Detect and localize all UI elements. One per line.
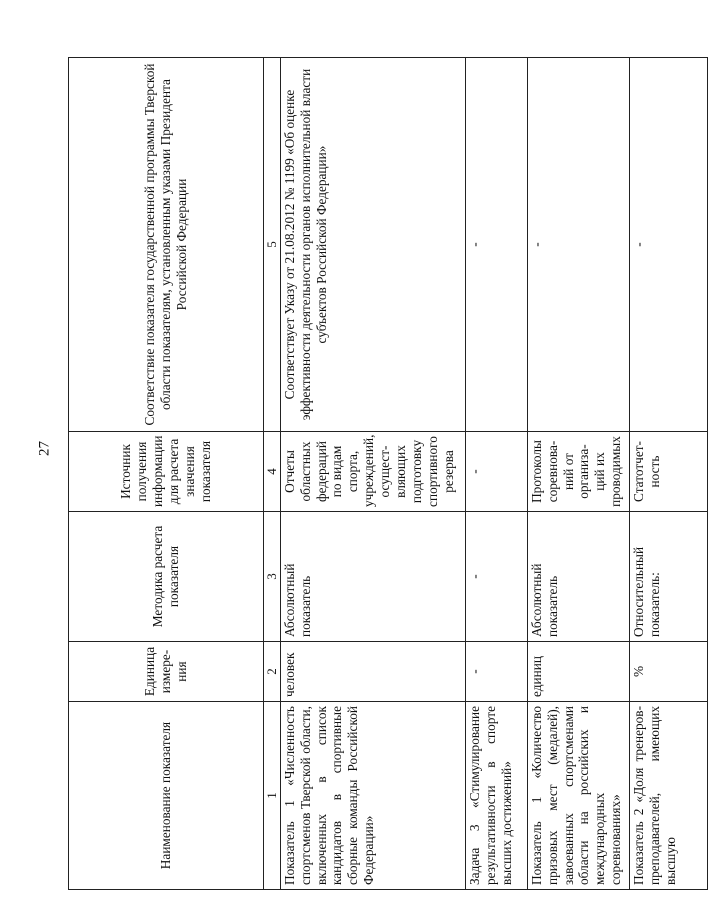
cell-method: Относительный показатель:	[629, 512, 707, 642]
cell-dash: -	[465, 58, 527, 432]
cell-unit: человек	[280, 642, 465, 702]
table-row	[527, 58, 629, 890]
column-number-row	[264, 58, 281, 890]
column-number: 2	[264, 642, 281, 702]
cell-unit: %	[629, 642, 707, 702]
column-number: 5	[264, 58, 281, 432]
header-unit: Единица измере-ния	[69, 642, 264, 702]
cell-source: Статотчет-ность	[629, 432, 707, 512]
header-source: Источник получения информации для расчета значения показателя	[69, 432, 264, 512]
cell-compliance: -	[527, 58, 629, 432]
cell-compliance: Соответствует Указу от 21.08.2012 № 1199 «Об оценке эффективности деятельности органов исполнительной власти субъектов Российской Федерации»	[280, 58, 465, 432]
rotated-page	[68, 20, 678, 890]
table-row-task	[465, 58, 527, 890]
cell-dash: -	[465, 642, 527, 702]
header-compliance: Соответствие показателя государственной программы Тверской области показателям, установленным указами Президента Российской Федерации	[69, 58, 264, 432]
table-row	[280, 58, 465, 890]
header-method: Методика расчета показателя	[69, 512, 264, 642]
cell-source: Отчеты областных федераций по видам спорта, учреждений, осущест-вляющих подготовку спортивного резерва	[280, 432, 465, 512]
cell-task-name: Задача 3 «Стимулирование результативности в спорте высших достижений»	[465, 702, 527, 890]
cell-unit: единиц	[527, 642, 629, 702]
cell-indicator-name: Показатель 1 «Количество призовых мест (медалей), завоеванных спортсменами области на российских и международных соревнованиях»	[527, 702, 629, 890]
cell-dash: -	[465, 512, 527, 642]
cell-dash: -	[465, 432, 527, 512]
header-indicator-name: Наименование показателя	[69, 702, 264, 890]
cell-compliance: -	[629, 58, 707, 432]
cell-indicator-name: Показатель 2 «Доля тренеров-преподавателей, имеющих высшую	[629, 702, 707, 890]
cell-indicator-name: Показатель 1 «Численность спортсменов Тверской области, включенных в список кандидатов в спортивные сборные команды Российской Федерации»	[280, 702, 465, 890]
indicators-table	[68, 57, 708, 890]
table-row	[629, 58, 707, 890]
cell-method: Абсолютный показатель	[280, 512, 465, 642]
table-header-row	[69, 58, 264, 890]
cell-source: Протоколы соревнова-ний от организа-ций их проводимых	[527, 432, 629, 512]
column-number: 3	[264, 512, 281, 642]
column-number: 1	[264, 702, 281, 890]
page-number: 27	[36, 441, 53, 456]
column-number: 4	[264, 432, 281, 512]
cell-method: Абсолютный показатель	[527, 512, 629, 642]
